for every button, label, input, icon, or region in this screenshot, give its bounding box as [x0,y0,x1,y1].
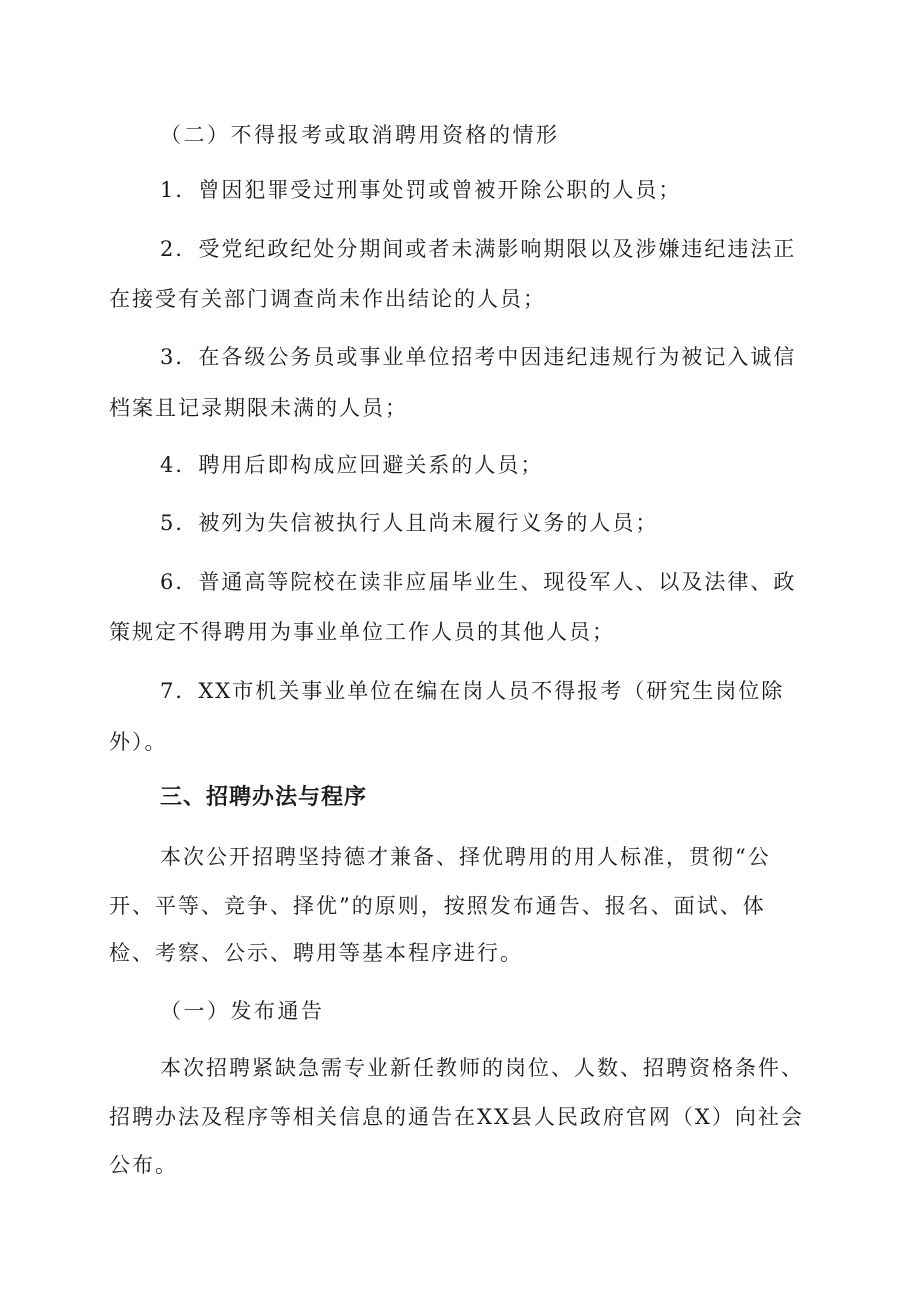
list-item-2-line-1: 2．受党纪政纪处分期间或者未满影响期限以及涉嫌违纪违法正 [160,237,797,261]
list-item-7-line-2: 外）。 [109,730,168,754]
list-item-3-line-1: 3．在各级公务员或事业单位招考中因违纪违规行为被记入诚信 [160,345,797,369]
paragraph-announcement-line-3: 公布。 [109,1153,178,1177]
list-item-6-line-1: 6．普通高等院校在读非应届毕业生、现役军人、以及法律、政 [160,570,797,594]
subsection-title-announcement: （一）发布通告 [160,999,325,1023]
list-item-1: 1．曾因犯罪受过刑事处罚或曾被开除公职的人员； [160,178,682,202]
paragraph-announcement-line-1: 本次招聘紧缺急需专业新任教师的岗位、人数、招聘资格条件、 [160,1056,804,1080]
list-item-5: 5．被列为失信被执行人且尚未履行义务的人员； [160,511,659,535]
paragraph-principles-line-1: 本次公开招聘坚持德才兼备、择优聘用的用人标准，贯彻“公 [160,845,771,869]
paragraph-principles-line-2: 开、平等、竞争、择优”的原则，按照发布通告、报名、面试、体 [109,894,766,918]
paragraph-announcement-line-2: 招聘办法及程序等相关信息的通告在XX县人民政府官网（X）向社会 [109,1105,804,1129]
list-item-6-line-2: 策规定不得聘用为事业单位工作人员的其他人员； [109,620,615,644]
subsection-title-disqualification: （二）不得报考或取消聘用资格的情形 [160,123,560,147]
list-item-2-line-2: 在接受有关部门调查尚未作出结论的人员； [109,287,546,311]
paragraph-principles-line-3: 检、考察、公示、聘用等基本程序进行。 [109,941,523,965]
section-heading-recruitment-procedure: 三、招聘办法与程序 [160,785,368,810]
list-item-4: 4．聘用后即构成应回避关系的人员； [160,453,544,477]
list-item-3-line-2: 档案且记录期限未满的人员； [109,396,408,420]
list-item-7-line-1: 7．XX市机关事业单位在编在岗人员不得报考（研究生岗位除 [160,679,785,703]
